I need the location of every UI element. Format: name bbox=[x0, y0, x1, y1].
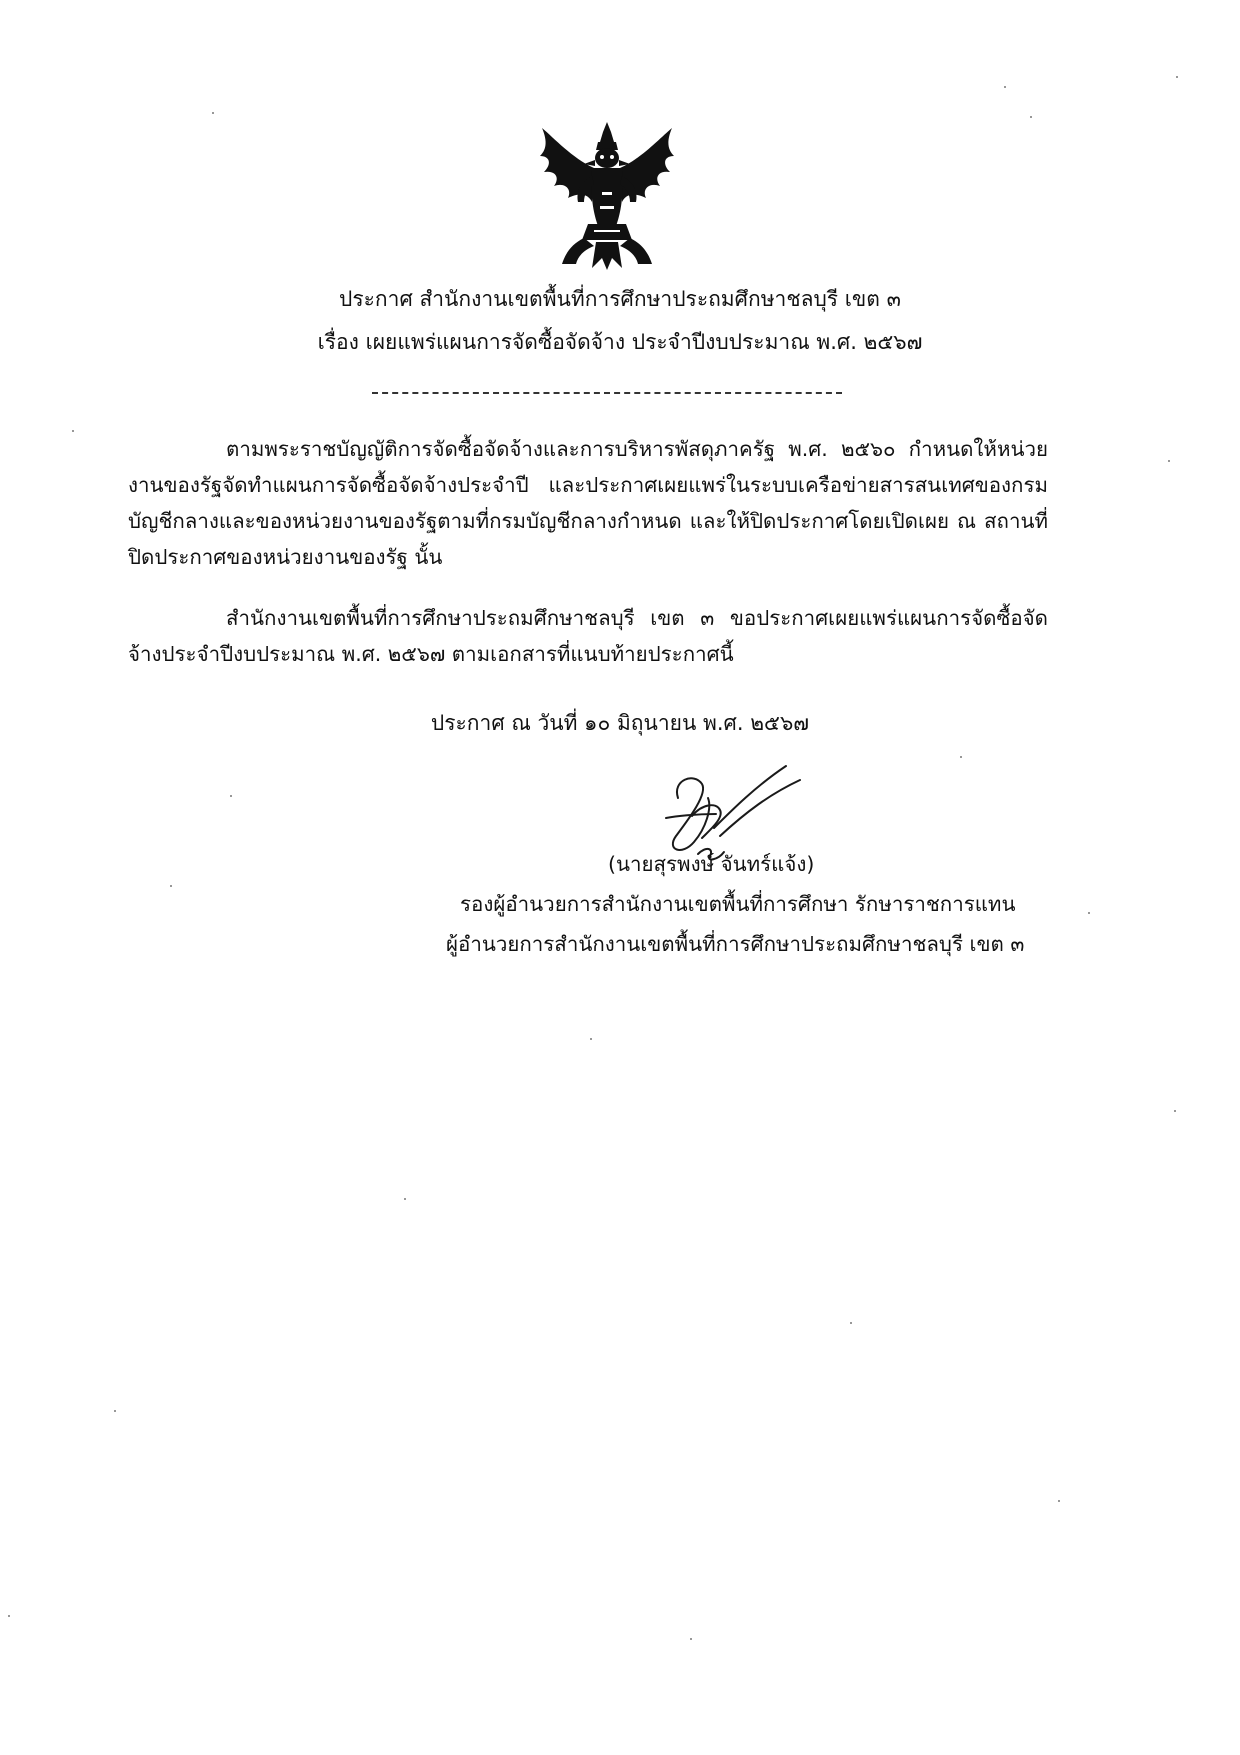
announcement-subject: เรื่อง เผยแพร่แผนการจัดซื้อจัดจ้าง ประจำปีงบประมาณ พ.ศ. ๒๕๖๗ bbox=[317, 330, 923, 354]
scan-speck bbox=[690, 1638, 692, 1640]
signatory-position-line-2: ผู้อำนวยการสำนักงานเขตพื้นที่การศึกษาประถมศึกษาชลบุรี เขต ๓ bbox=[446, 932, 1025, 956]
scan-speck bbox=[8, 1615, 10, 1617]
announcement-title: ประกาศ สำนักงานเขตพื้นที่การศึกษาประถมศึกษาชลบุรี เขต ๓ bbox=[339, 287, 901, 311]
scan-speck bbox=[1030, 116, 1032, 118]
scan-speck bbox=[230, 795, 232, 797]
scan-speck bbox=[850, 1322, 852, 1324]
scan-speck bbox=[590, 1038, 592, 1040]
scan-speck bbox=[1168, 460, 1170, 462]
scan-speck bbox=[1088, 912, 1090, 914]
signatory-name: (นายสุรพงษ์ จันทร์แจ้ง) bbox=[608, 852, 815, 876]
dashed-divider bbox=[372, 392, 842, 394]
scan-speck bbox=[114, 1410, 116, 1412]
scan-speck bbox=[960, 756, 962, 758]
signatory-position-line-1: รองผู้อำนวยการสำนักงานเขตพื้นที่การศึกษา รักษาราชการแทน bbox=[460, 892, 1016, 916]
body-paragraph-2: สำนักงานเขตพื้นที่การศึกษาประถมศึกษาชลบุรี เขต ๓ ขอประกาศเผยแพร่แผนการจัดซื้อจัดจ้างประจำปีงบประมาณ พ.ศ. ๒๕๖๗ ตามเอกสารที่แนบท้ายประกาศนี้ bbox=[128, 606, 1048, 666]
announcement-date: ประกาศ ณ วันที่ ๑๐ มิถุนายน พ.ศ. ๒๕๖๗ bbox=[430, 711, 810, 735]
scan-speck bbox=[72, 430, 74, 432]
scan-speck bbox=[1058, 1500, 1060, 1502]
scan-speck bbox=[212, 112, 214, 114]
scan-speck bbox=[1004, 86, 1006, 88]
garuda-emblem-icon bbox=[532, 118, 682, 273]
scan-speck bbox=[1174, 1110, 1176, 1112]
scan-speck bbox=[404, 1198, 406, 1200]
body-paragraph-1: ตามพระราชบัญญัติการจัดซื้อจัดจ้างและการบริหารพัสดุภาครัฐ พ.ศ. ๒๕๖๐ กำหนดให้หน่วยงานของรัฐจัดทำแผนการจัดซื้อจัดจ้างประจำปี และประกาศเผยแพร่ในระบบเครือข่ายสารสนเทศของกรมบัญชีกลางและของหน่วยงานของรัฐตามที่กรมบัญชีกลางกำหนด และให้ปิดประกาศโดยเปิดเผย ณ สถานที่ปิดประกาศของหน่วยงานของรัฐ นั้น bbox=[128, 437, 1048, 569]
scan-speck bbox=[1176, 76, 1178, 78]
scan-speck bbox=[170, 885, 172, 887]
